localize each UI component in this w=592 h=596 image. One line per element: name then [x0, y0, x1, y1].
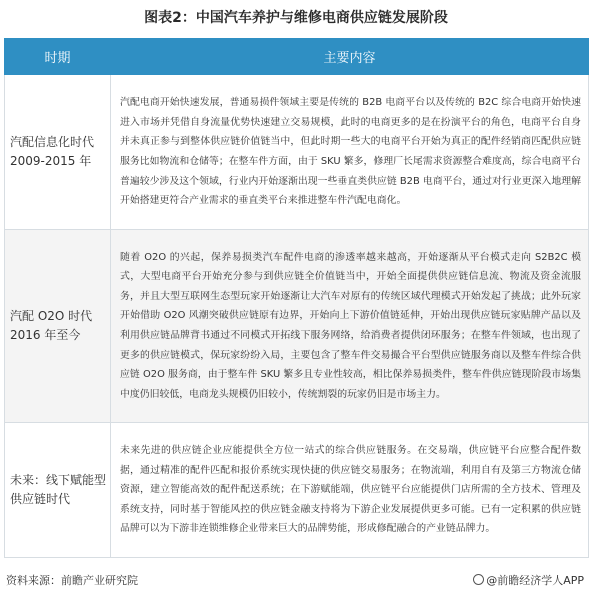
- period-cell: [5, 230, 111, 423]
- page-title: 图表2：中国汽车养护与维修电商供应链发展阶段: [144, 10, 448, 26]
- period-line: 供应链时代: [10, 492, 71, 506]
- table-row: [5, 230, 589, 423]
- brand-logo-icon: [473, 574, 484, 585]
- table-row: [5, 423, 589, 558]
- header-content: 主要内容: [111, 39, 589, 75]
- period-line: 2009-2015 年: [10, 154, 92, 168]
- table-header-row: [5, 39, 589, 75]
- source-note: 资料来源：前瞻产业研究院: [6, 574, 138, 587]
- period-line: 汽配信息化时代: [10, 135, 95, 149]
- footer: [0, 566, 592, 596]
- brand-credit: [473, 572, 584, 588]
- stages-table: [4, 38, 589, 558]
- brand-text: @前瞻经济学人APP: [486, 574, 584, 587]
- content-cell: 汽配电商开始快速发展，普通易损件领域主要是传统的 B2B 电商平台以及传统的 B2C 综合电商开始快速进入市场并凭借自身流量优势快速建立交易规模，此时的电商更多的是在扮演平台的角色，电商平台自身并未真正参与到整体供应链价值链当中，但此时期一些大的电商平台开始为真正的配件经销商匹配供应链服务比如物流和仓储等；在整车件方面，由于 SKU 繁多，修理厂长尾需求资源整合难度高，综合电商平台普遍较少涉及这个领域，行业内开始逐渐出现一些垂直类供应链 B2B 电商平台，通过对行业更深入地理解开始搭建更符合产业需求的垂直类平台来推进整车件汽配电商化。: [111, 75, 589, 230]
- period-line: 2016 年至今: [10, 328, 81, 342]
- content-cell: 未来先进的供应链企业应能提供全方位一站式的综合供应链服务。在交易端，供应链平台应整合配件数据，通过精准的配件匹配和报价系统实现快捷的供应链交易服务；在物流端，利用自有及第三方物流仓储资源，建立智能高效的配件配送系统；在下游赋能端，供应链平台应能提供门店所需的全方技术、管理及系统支持，同时基于智能风控的供应链金融支持将为下游企业发展提供更多可能。已有一定积累的供应链品牌可以为下游非连锁维修企业带来巨大的品牌势能，形成修配融合的产业链品牌力。: [111, 423, 589, 558]
- header-period: 时期: [5, 39, 111, 75]
- table-row: [5, 75, 589, 230]
- period-cell: [5, 75, 111, 230]
- period-line: 汽配 O2O 时代: [10, 309, 93, 323]
- content-cell: 随着 O2O 的兴起，保养易损类汽车配件电商的渗透率越来越高，开始逐渐从平台模式走向 S2B2C 模式，大型电商平台开始充分参与到供应链全价值链当中，开始全面提供供应链信息流、物流及资金流服务，并且大型互联网生态型玩家开始逐渐让大汽车对原有的传统区域代理模式开始发起了挑战；此外玩家开始借助 O2O 风潮突破供应链原有边界，开始向上下游价值链延伸，开始出现供应链玩家贴牌产品以及利用供应链品牌背书通过不同模式开拓线下服务网络，给消费者提供闭环服务；在整车件领域，也出现了更多的供应链模式，保玩家纷纷入局，主要包含了整车件交易撮合平台型供应链服务商以及整车件综合供应链 O2O 服务商，由于整车件 SKU 繁多且专业性较高，相比保养易损类件，整车件供应链现阶段市场集中度仍旧较低，电商龙头规模仍旧较小，传统割裂的玩家仍旧是市场主力。: [111, 230, 589, 423]
- period-cell: [5, 423, 111, 558]
- period-line: 未来：线下赋能型: [10, 473, 107, 487]
